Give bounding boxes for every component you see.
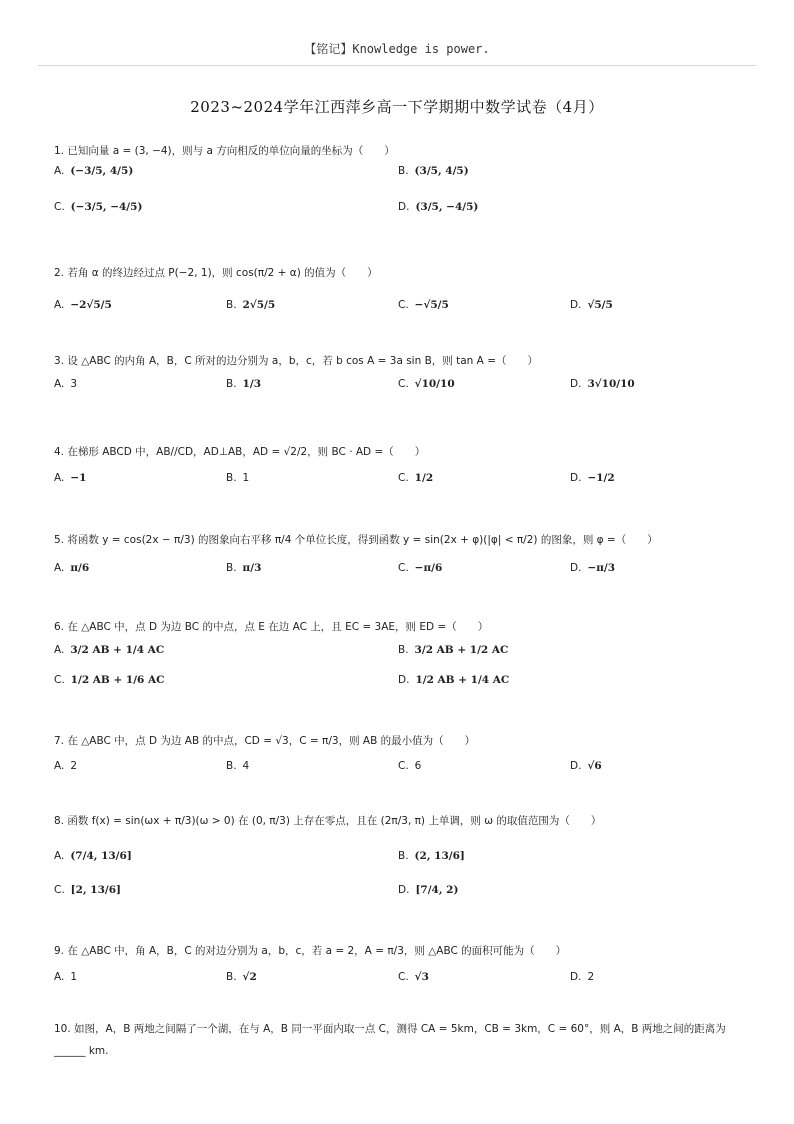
option-value: (7/4, 13/6]: [70, 850, 132, 862]
option-label: C.: [398, 760, 409, 772]
option-value: −1/2: [587, 472, 615, 484]
question-6-option-a[interactable]: [54, 642, 164, 658]
question-5-number: 5.: [54, 534, 65, 546]
option-value: 2: [587, 971, 595, 983]
question-8-number: 8.: [54, 815, 65, 827]
option-label: B.: [226, 971, 237, 983]
option-value: −1: [70, 472, 87, 484]
option-label: C.: [398, 562, 409, 574]
question-7-option-c[interactable]: [398, 758, 421, 774]
question-9-option-d[interactable]: [570, 969, 594, 985]
question-6-option-d[interactable]: [398, 672, 509, 688]
option-label: C.: [54, 201, 65, 213]
option-value: −π/6: [414, 562, 443, 574]
question-8-option-a[interactable]: [54, 848, 132, 864]
option-label: B.: [226, 378, 237, 390]
header-divider: [38, 65, 756, 66]
option-label: B.: [398, 165, 409, 177]
question-8-option-d[interactable]: [398, 882, 458, 898]
question-3-option-a[interactable]: [54, 376, 77, 392]
option-label: A.: [54, 971, 65, 983]
question-4-option-a[interactable]: [54, 470, 86, 486]
option-value: (−3/5, −4/5): [70, 201, 143, 213]
question-1-text: 已知向量 a = (3, −4)，则与 a 方向相反的单位向量的坐标为（ ）: [67, 145, 395, 157]
question-9-text: 在 △ABC 中，角 A，B，C 的对边分别为 a，b，c，若 a = 2，A = π/3，则 △ABC 的面积可能为（ ）: [67, 945, 567, 957]
question-4-text: 在梯形 ABCD 中，AB//CD，AD⊥AB，AD = √2/2，则 BC · AD =（ ）: [67, 446, 426, 458]
question-9-option-c[interactable]: [398, 969, 429, 985]
option-value: 6: [414, 760, 422, 772]
question-5-option-d[interactable]: [570, 560, 615, 576]
question-1: [54, 143, 754, 159]
option-label: B.: [226, 562, 237, 574]
option-label: C.: [398, 299, 409, 311]
question-5: [54, 532, 754, 548]
question-1-option-a[interactable]: [54, 163, 133, 179]
question-3-text: 设 △ABC 的内角 A，B，C 所对的边分别为 a，b，c，若 b cos A = 3a sin B，则 tan A =（ ）: [67, 355, 538, 367]
option-value: 3/2 AB + 1/4 AC: [70, 644, 165, 656]
question-7-text: 在 △ABC 中，点 D 为边 AB 的中点，CD = √3，C = π/3，则 AB 的最小值为（ ）: [67, 735, 476, 747]
question-3: [54, 353, 754, 369]
question-2-option-b[interactable]: [226, 297, 275, 313]
question-7-number: 7.: [54, 735, 65, 747]
question-4-option-c[interactable]: [398, 470, 433, 486]
question-10-number: 10.: [54, 1023, 71, 1035]
option-value: −2√5/5: [70, 299, 112, 311]
question-6-number: 6.: [54, 621, 65, 633]
question-4-option-b[interactable]: [226, 470, 249, 486]
option-label: D.: [570, 760, 582, 772]
question-3-number: 3.: [54, 355, 65, 367]
option-value: [7/4, 2): [415, 884, 459, 896]
option-value: (−3/5, 4/5): [70, 165, 134, 177]
question-2-option-c[interactable]: [398, 297, 449, 313]
option-value: π/3: [242, 562, 262, 574]
question-2: [54, 265, 754, 281]
question-8: [54, 813, 754, 829]
question-7: [54, 733, 754, 749]
question-10: [54, 1018, 744, 1062]
question-4: [54, 444, 754, 460]
question-8-option-c[interactable]: [54, 882, 121, 898]
option-label: A.: [54, 378, 65, 390]
option-value: √2: [242, 971, 257, 983]
option-label: B.: [398, 644, 409, 656]
option-label: A.: [54, 299, 65, 311]
question-10-text: 如图，A，B 两地之间隔了一个湖，在与 A，B 同一平面内取一点 C，测得 CA = 5km，CB = 3km，C = 60°，则 A，B 两地之间的距离为 ______ km.: [54, 1023, 726, 1057]
option-value: 2: [70, 760, 78, 772]
option-label: C.: [54, 884, 65, 896]
option-label: D.: [570, 971, 582, 983]
option-value: 2√5/5: [242, 299, 276, 311]
question-7-option-a[interactable]: [54, 758, 77, 774]
question-6-option-b[interactable]: [398, 642, 508, 658]
question-1-number: 1.: [54, 145, 65, 157]
option-value: 1/2 AB + 1/4 AC: [415, 674, 510, 686]
option-value: −π/3: [587, 562, 616, 574]
question-6-text: 在 △ABC 中，点 D 为边 BC 的中点，点 E 在边 AC 上，且 EC = 3AE，则 ED =（ ）: [67, 621, 489, 633]
option-value: (3/5, −4/5): [415, 201, 479, 213]
page-header: 【铭记】Knowledge is power.: [304, 42, 490, 56]
option-label: D.: [398, 674, 410, 686]
question-5-text: 将函数 y = cos(2x − π/3) 的图象向右平移 π/4 个单位长度，得到函数 y = sin(2x + φ)(|φ| < π/2) 的图象，则 φ =（ ）: [67, 534, 658, 546]
option-value: [2, 13/6]: [70, 884, 121, 896]
option-label: D.: [570, 472, 582, 484]
question-6-option-c[interactable]: [54, 672, 165, 688]
option-value: π/6: [70, 562, 90, 574]
option-value: −√5/5: [414, 299, 449, 311]
option-label: B.: [226, 760, 237, 772]
question-6: [54, 619, 754, 635]
option-value: √5/5: [587, 299, 613, 311]
option-value: 1/2 AB + 1/6 AC: [70, 674, 165, 686]
option-value: 3/2 AB + 1/2 AC: [414, 644, 509, 656]
option-value: 1/2: [414, 472, 434, 484]
question-4-option-d[interactable]: [570, 470, 615, 486]
option-value: 1: [70, 971, 78, 983]
option-value: 3: [70, 378, 78, 390]
question-5-option-c[interactable]: [398, 560, 442, 576]
option-value: √10/10: [414, 378, 455, 390]
question-5-option-b[interactable]: [226, 560, 261, 576]
option-label: B.: [226, 299, 237, 311]
option-value: 1: [242, 472, 250, 484]
option-label: D.: [570, 378, 582, 390]
question-3-option-d[interactable]: [570, 376, 635, 392]
option-label: D.: [398, 884, 410, 896]
option-label: A.: [54, 562, 65, 574]
question-9: [54, 943, 754, 959]
question-3-option-c[interactable]: [398, 376, 455, 392]
option-label: A.: [54, 165, 65, 177]
question-2-option-d[interactable]: [570, 297, 613, 313]
option-label: C.: [398, 378, 409, 390]
option-label: A.: [54, 472, 65, 484]
option-label: B.: [226, 472, 237, 484]
question-7-option-d[interactable]: [570, 758, 602, 774]
option-label: A.: [54, 760, 65, 772]
option-label: C.: [54, 674, 65, 686]
option-label: C.: [398, 971, 409, 983]
question-8-option-b[interactable]: [398, 848, 465, 864]
option-value: √6: [587, 760, 602, 772]
question-1-option-d[interactable]: [398, 199, 478, 215]
question-7-option-b[interactable]: [226, 758, 249, 774]
question-9-number: 9.: [54, 945, 65, 957]
option-value: 4: [242, 760, 250, 772]
question-5-option-a[interactable]: [54, 560, 89, 576]
option-value: (3/5, 4/5): [414, 165, 469, 177]
question-2-number: 2.: [54, 267, 65, 279]
question-9-option-a[interactable]: [54, 969, 77, 985]
question-9-option-b[interactable]: [226, 969, 257, 985]
option-label: A.: [54, 850, 65, 862]
question-1-option-c[interactable]: [54, 199, 142, 215]
exam-title: 2023~2024学年江西萍乡高一下学期期中数学试卷（4月）: [190, 98, 604, 116]
option-label: D.: [570, 299, 582, 311]
option-value: 1/3: [242, 378, 261, 390]
option-value: 3√10/10: [587, 378, 635, 390]
question-1-option-b[interactable]: [398, 163, 469, 179]
question-2-text: 若角 α 的终边经过点 P(−2, 1)，则 cos(π/2 + α) 的值为（ ）: [67, 267, 378, 279]
question-8-text: 函数 f(x) = sin(ωx + π/3)(ω > 0) 在 (0, π/3) 上存在零点，且在 (2π/3, π) 上单调，则 ω 的取值范围为（ ）: [67, 815, 602, 827]
option-label: C.: [398, 472, 409, 484]
option-label: B.: [398, 850, 409, 862]
option-value: √3: [414, 971, 429, 983]
question-4-number: 4.: [54, 446, 65, 458]
option-value: (2, 13/6]: [414, 850, 465, 862]
question-3-option-b[interactable]: [226, 376, 261, 392]
option-label: D.: [570, 562, 582, 574]
question-2-option-a[interactable]: [54, 297, 112, 313]
option-label: A.: [54, 644, 65, 656]
option-label: D.: [398, 201, 410, 213]
